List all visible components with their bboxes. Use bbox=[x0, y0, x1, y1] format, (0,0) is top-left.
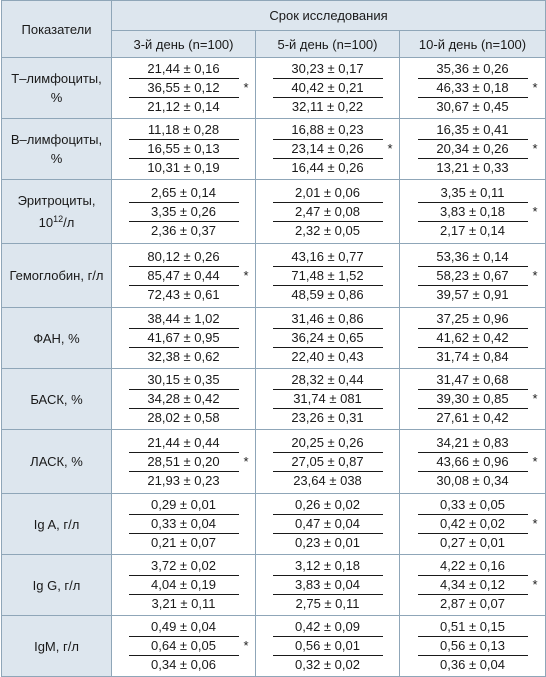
value-cell bbox=[112, 180, 256, 244]
row-label-unit: 10 bbox=[38, 215, 54, 230]
value-line bbox=[129, 515, 239, 534]
significance-marker: * bbox=[532, 577, 538, 592]
value-line bbox=[129, 434, 239, 453]
value-line bbox=[418, 656, 528, 674]
value-line bbox=[273, 472, 383, 490]
value-line bbox=[129, 371, 239, 390]
value-stack bbox=[418, 557, 538, 613]
value-text: 27,05 ± 0,87 bbox=[291, 453, 364, 469]
value-text: 3,21 ± 0,11 bbox=[151, 596, 216, 611]
row-label-text: Эритроциты, bbox=[17, 193, 96, 208]
value-line bbox=[418, 371, 528, 390]
value-text: 0,34 ± 0,06 bbox=[151, 657, 216, 672]
value-line bbox=[129, 248, 239, 267]
value-text: 32,38 ± 0,62 bbox=[147, 349, 220, 364]
value-text: 0,51 ± 0,15 bbox=[440, 619, 505, 634]
value-text: 0,32 ± 0,02 bbox=[295, 657, 360, 672]
table-row bbox=[2, 555, 546, 616]
significance-marker: * bbox=[243, 638, 249, 653]
value-cell bbox=[112, 430, 256, 494]
value-stack bbox=[129, 496, 239, 552]
value-line bbox=[273, 534, 383, 552]
value-text: 2,47 ± 0,08 bbox=[295, 203, 360, 219]
value-stack bbox=[418, 60, 538, 116]
significance-marker: * bbox=[243, 80, 249, 95]
value-stack bbox=[273, 557, 383, 613]
value-text: 3,35 ± 0,26 bbox=[151, 203, 216, 219]
header-day-3: 3-й день (n=100) bbox=[112, 31, 256, 58]
value-text: 36,24 ± 0,65 bbox=[291, 330, 364, 345]
significance-marker: * bbox=[532, 267, 538, 283]
value-line bbox=[273, 595, 383, 613]
value-text: 85,47 ± 0,44 bbox=[147, 267, 220, 283]
value-stack bbox=[129, 618, 249, 674]
value-text: 35,36 ± 0,26 bbox=[436, 61, 509, 76]
value-text: 0,56 ± 0,13 bbox=[440, 638, 505, 653]
value-text: 0,26 ± 0,02 bbox=[295, 497, 360, 512]
value-line bbox=[273, 656, 383, 674]
value-text: 31,46 ± 0,86 bbox=[291, 311, 364, 326]
value-stack bbox=[273, 434, 383, 490]
row-label: ЛАСК, % bbox=[2, 430, 112, 494]
significance-marker: * bbox=[387, 141, 393, 156]
value-text: 28,32 ± 0,44 bbox=[291, 372, 364, 387]
value-text: 0,33 ± 0,04 bbox=[151, 516, 216, 531]
value-line bbox=[129, 409, 239, 427]
value-text: 21,44 ± 0,16 bbox=[147, 61, 220, 76]
value-text: 0,47 ± 0,04 bbox=[295, 516, 360, 531]
value-line bbox=[418, 121, 528, 140]
value-stack bbox=[418, 434, 538, 490]
results-table bbox=[1, 0, 546, 677]
value-line bbox=[273, 390, 383, 409]
row-label: БАСК, % bbox=[2, 369, 112, 430]
value-text: 43,66 ± 0,96 bbox=[436, 453, 509, 469]
value-cell bbox=[256, 58, 400, 119]
value-text: 2,65 ± 0,14 bbox=[151, 184, 216, 200]
value-line bbox=[418, 534, 528, 552]
value-line bbox=[418, 98, 528, 116]
value-text: 21,44 ± 0,44 bbox=[147, 434, 220, 450]
value-text: 10,31 ± 0,19 bbox=[147, 160, 220, 175]
value-line bbox=[129, 618, 239, 637]
value-text: 43,16 ± 0,77 bbox=[291, 248, 364, 264]
value-text: 41,62 ± 0,42 bbox=[436, 330, 509, 345]
row-label: Т–лимфоциты, % bbox=[2, 58, 112, 119]
value-cell bbox=[400, 369, 546, 430]
value-stack bbox=[273, 310, 383, 366]
value-text: 16,35 ± 0,41 bbox=[436, 122, 509, 137]
value-text: 3,72 ± 0,02 bbox=[151, 558, 216, 573]
value-stack bbox=[129, 184, 239, 240]
value-stack bbox=[273, 496, 383, 552]
value-text: 27,61 ± 0,42 bbox=[436, 410, 509, 425]
value-line bbox=[418, 472, 528, 490]
value-line bbox=[129, 79, 249, 98]
value-line bbox=[129, 159, 239, 177]
value-stack bbox=[129, 310, 239, 366]
value-stack bbox=[418, 310, 528, 366]
value-cell bbox=[112, 494, 256, 555]
value-cell bbox=[256, 369, 400, 430]
row-label: В–лимфоциты, % bbox=[2, 119, 112, 180]
value-cell bbox=[400, 119, 546, 180]
value-text: 3,12 ± 0,18 bbox=[295, 558, 360, 573]
significance-marker: * bbox=[243, 267, 249, 283]
significance-marker: * bbox=[243, 453, 249, 469]
significance-marker: * bbox=[532, 453, 538, 469]
value-stack bbox=[418, 248, 538, 304]
value-line bbox=[418, 203, 538, 222]
table-body bbox=[2, 58, 546, 677]
value-text: 39,30 ± 0,85 bbox=[436, 391, 509, 406]
value-stack bbox=[273, 121, 393, 177]
value-line bbox=[418, 248, 528, 267]
value-line bbox=[418, 618, 528, 637]
table-row bbox=[2, 58, 546, 119]
significance-marker: * bbox=[532, 516, 538, 531]
header-day-5: 5-й день (n=100) bbox=[256, 31, 400, 58]
value-cell bbox=[256, 555, 400, 616]
significance-marker: * bbox=[532, 391, 538, 406]
value-line bbox=[418, 595, 528, 613]
table-row bbox=[2, 308, 546, 369]
value-line bbox=[273, 496, 383, 515]
value-line bbox=[129, 98, 239, 116]
value-line bbox=[129, 472, 239, 490]
value-stack bbox=[273, 371, 383, 427]
value-text: 22,40 ± 0,43 bbox=[291, 349, 364, 364]
value-line bbox=[418, 159, 528, 177]
value-line bbox=[129, 121, 239, 140]
value-text: 2,01 ± 0,06 bbox=[295, 184, 360, 200]
value-line bbox=[129, 453, 249, 472]
row-label: Гемоглобин, г/л bbox=[2, 244, 112, 308]
value-text: 0,42 ± 0,02 bbox=[440, 516, 505, 531]
row-label: ФАН, % bbox=[2, 308, 112, 369]
row-label bbox=[2, 180, 112, 244]
value-cell bbox=[256, 308, 400, 369]
value-text: 0,42 ± 0,09 bbox=[295, 619, 360, 634]
row-label-tail: /л bbox=[63, 215, 75, 230]
value-line bbox=[273, 371, 383, 390]
value-text: 2,17 ± 0,14 bbox=[440, 222, 505, 238]
value-line bbox=[273, 203, 383, 222]
value-cell bbox=[256, 119, 400, 180]
value-text: 36,55 ± 0,12 bbox=[147, 80, 220, 95]
value-stack bbox=[129, 248, 249, 304]
value-text: 39,57 ± 0,91 bbox=[436, 286, 509, 302]
value-line bbox=[418, 434, 528, 453]
row-label: Ig G, г/л bbox=[2, 555, 112, 616]
value-text: 2,32 ± 0,05 bbox=[295, 222, 360, 238]
value-text: 4,22 ± 0,16 bbox=[440, 558, 505, 573]
value-line bbox=[129, 203, 239, 222]
value-cell bbox=[400, 244, 546, 308]
value-stack bbox=[418, 496, 538, 552]
value-text: 2,75 ± 0,11 bbox=[295, 596, 360, 611]
value-line bbox=[418, 348, 528, 366]
header-day-10: 10-й день (n=100) bbox=[400, 31, 546, 58]
value-line bbox=[418, 286, 528, 304]
value-line bbox=[418, 409, 528, 427]
value-text: 30,67 ± 0,45 bbox=[436, 99, 509, 114]
value-text: 20,34 ± 0,26 bbox=[436, 141, 509, 156]
value-stack bbox=[418, 371, 538, 427]
value-text: 21,93 ± 0,23 bbox=[147, 472, 220, 488]
value-cell bbox=[256, 494, 400, 555]
value-line bbox=[273, 79, 383, 98]
table-row bbox=[2, 369, 546, 430]
significance-marker: * bbox=[532, 80, 538, 95]
value-stack bbox=[418, 184, 538, 240]
value-text: 30,15 ± 0,35 bbox=[147, 372, 220, 387]
value-line bbox=[273, 248, 383, 267]
significance-marker: * bbox=[532, 141, 538, 156]
value-text: 2,36 ± 0,37 bbox=[151, 222, 216, 238]
value-text: 34,21 ± 0,83 bbox=[436, 434, 509, 450]
value-line bbox=[418, 60, 528, 79]
value-stack bbox=[273, 60, 383, 116]
value-line bbox=[418, 310, 528, 329]
value-line bbox=[273, 286, 383, 304]
value-line bbox=[418, 637, 528, 656]
value-cell bbox=[256, 180, 400, 244]
value-line bbox=[129, 576, 239, 595]
value-stack bbox=[129, 557, 239, 613]
value-line bbox=[273, 60, 383, 79]
value-line bbox=[129, 656, 239, 674]
value-text: 0,29 ± 0,01 bbox=[151, 497, 216, 512]
value-line bbox=[418, 576, 538, 595]
value-line bbox=[129, 222, 239, 240]
row-label: IgM, г/л bbox=[2, 616, 112, 677]
value-line bbox=[418, 496, 528, 515]
value-text: 0,64 ± 0,05 bbox=[151, 638, 216, 653]
value-text: 0,23 ± 0,01 bbox=[295, 535, 360, 550]
value-cell bbox=[400, 616, 546, 677]
value-stack bbox=[273, 618, 383, 674]
value-text: 16,55 ± 0,13 bbox=[147, 141, 220, 156]
value-text: 4,34 ± 0,12 bbox=[440, 577, 505, 592]
value-line bbox=[129, 557, 239, 576]
value-line bbox=[273, 184, 383, 203]
value-text: 13,21 ± 0,33 bbox=[436, 160, 509, 175]
value-text: 72,43 ± 0,61 bbox=[147, 286, 220, 302]
value-line bbox=[273, 121, 383, 140]
value-text: 48,59 ± 0,86 bbox=[291, 286, 364, 302]
value-line bbox=[129, 534, 239, 552]
value-text: 2,87 ± 0,07 bbox=[440, 596, 505, 611]
header-period: Срок исследования bbox=[112, 1, 546, 31]
value-line bbox=[273, 348, 383, 366]
value-cell bbox=[112, 555, 256, 616]
value-text: 41,67 ± 0,95 bbox=[147, 330, 220, 345]
value-line bbox=[273, 618, 383, 637]
value-line bbox=[273, 453, 383, 472]
value-line bbox=[273, 140, 393, 159]
value-text: 40,42 ± 0,21 bbox=[291, 80, 364, 95]
value-line bbox=[273, 637, 383, 656]
value-line bbox=[273, 434, 383, 453]
value-text: 34,28 ± 0,42 bbox=[147, 391, 220, 406]
table-row bbox=[2, 430, 546, 494]
value-line bbox=[129, 637, 249, 656]
value-text: 58,23 ± 0,67 bbox=[436, 267, 509, 283]
value-line bbox=[273, 557, 383, 576]
value-line bbox=[418, 557, 528, 576]
value-line bbox=[273, 159, 383, 177]
value-line bbox=[129, 286, 239, 304]
value-line bbox=[273, 267, 383, 286]
value-text: 16,88 ± 0,23 bbox=[291, 122, 364, 137]
value-line bbox=[273, 329, 383, 348]
value-text: 46,33 ± 0,18 bbox=[436, 80, 509, 95]
value-line bbox=[129, 267, 249, 286]
value-line bbox=[273, 310, 383, 329]
value-cell bbox=[400, 58, 546, 119]
value-text: 53,36 ± 0,14 bbox=[436, 248, 509, 264]
value-stack bbox=[418, 121, 538, 177]
value-stack bbox=[129, 121, 239, 177]
header-indicators: Показатели bbox=[2, 1, 112, 58]
value-line bbox=[129, 60, 239, 79]
table-row bbox=[2, 119, 546, 180]
value-cell bbox=[256, 616, 400, 677]
value-cell bbox=[256, 430, 400, 494]
table-row bbox=[2, 180, 546, 244]
value-cell bbox=[400, 180, 546, 244]
value-text: 4,04 ± 0,19 bbox=[151, 577, 216, 592]
value-line bbox=[418, 515, 538, 534]
value-text: 30,23 ± 0,17 bbox=[291, 61, 364, 76]
value-stack bbox=[273, 248, 383, 304]
value-text: 23,64 ± 038 bbox=[293, 472, 362, 488]
value-line bbox=[273, 98, 383, 116]
value-text: 37,25 ± 0,96 bbox=[436, 311, 509, 326]
significance-marker: * bbox=[532, 203, 538, 219]
value-cell bbox=[112, 369, 256, 430]
value-text: 32,11 ± 0,22 bbox=[291, 99, 364, 114]
value-line bbox=[129, 390, 239, 409]
value-line bbox=[129, 310, 239, 329]
value-cell bbox=[400, 555, 546, 616]
value-text: 20,25 ± 0,26 bbox=[291, 434, 364, 450]
value-line bbox=[273, 222, 383, 240]
value-line bbox=[273, 515, 383, 534]
value-line bbox=[418, 329, 528, 348]
value-cell bbox=[400, 430, 546, 494]
value-line bbox=[129, 595, 239, 613]
value-text: 23,14 ± 0,26 bbox=[291, 141, 364, 156]
value-line bbox=[129, 140, 239, 159]
row-label: Ig A, г/л bbox=[2, 494, 112, 555]
value-cell bbox=[112, 244, 256, 308]
value-line bbox=[273, 409, 383, 427]
value-text: 0,21 ± 0,07 bbox=[151, 535, 216, 550]
value-stack bbox=[129, 60, 249, 116]
value-cell bbox=[112, 616, 256, 677]
value-line bbox=[129, 184, 239, 203]
value-text: 80,12 ± 0,26 bbox=[147, 248, 220, 264]
value-cell bbox=[400, 308, 546, 369]
value-text: 31,74 ± 0,84 bbox=[436, 349, 509, 364]
value-cell bbox=[112, 119, 256, 180]
value-text: 30,08 ± 0,34 bbox=[436, 472, 509, 488]
value-cell bbox=[256, 244, 400, 308]
value-stack bbox=[129, 371, 239, 427]
value-cell bbox=[112, 58, 256, 119]
table-row bbox=[2, 616, 546, 677]
value-text: 28,51 ± 0,20 bbox=[147, 453, 220, 469]
value-line bbox=[418, 267, 538, 286]
value-text: 0,56 ± 0,01 bbox=[295, 638, 360, 653]
value-text: 11,18 ± 0,28 bbox=[147, 122, 220, 137]
value-text: 0,49 ± 0,04 bbox=[151, 619, 216, 634]
value-text: 0,27 ± 0,01 bbox=[440, 535, 505, 550]
table-row bbox=[2, 244, 546, 308]
value-text: 71,48 ± 1,52 bbox=[291, 267, 364, 283]
value-line bbox=[418, 453, 538, 472]
value-line bbox=[129, 496, 239, 515]
value-text: 16,44 ± 0,26 bbox=[291, 160, 364, 175]
value-line bbox=[418, 184, 528, 203]
value-text: 3,35 ± 0,11 bbox=[440, 184, 505, 200]
value-text: 0,33 ± 0,05 bbox=[440, 497, 505, 512]
value-text: 31,74 ± 081 bbox=[293, 391, 362, 406]
value-text: 23,26 ± 0,31 bbox=[291, 410, 364, 425]
table-row bbox=[2, 494, 546, 555]
value-stack bbox=[418, 618, 528, 674]
value-text: 31,47 ± 0,68 bbox=[436, 372, 509, 387]
value-text: 28,02 ± 0,58 bbox=[147, 410, 220, 425]
row-label-exponent: 12 bbox=[53, 214, 64, 224]
value-line bbox=[418, 390, 538, 409]
value-line bbox=[129, 329, 239, 348]
value-line bbox=[129, 348, 239, 366]
value-cell bbox=[400, 494, 546, 555]
value-text: 3,83 ± 0,04 bbox=[295, 577, 360, 592]
value-text: 0,36 ± 0,04 bbox=[440, 657, 505, 672]
value-cell bbox=[112, 308, 256, 369]
value-stack bbox=[129, 434, 249, 490]
value-text: 3,83 ± 0,18 bbox=[440, 203, 505, 219]
value-line bbox=[418, 79, 538, 98]
value-line bbox=[273, 576, 383, 595]
value-line bbox=[418, 222, 528, 240]
value-text: 38,44 ± 1,02 bbox=[147, 311, 220, 326]
value-stack bbox=[273, 184, 383, 240]
value-text: 21,12 ± 0,14 bbox=[147, 99, 220, 114]
value-line bbox=[418, 140, 538, 159]
